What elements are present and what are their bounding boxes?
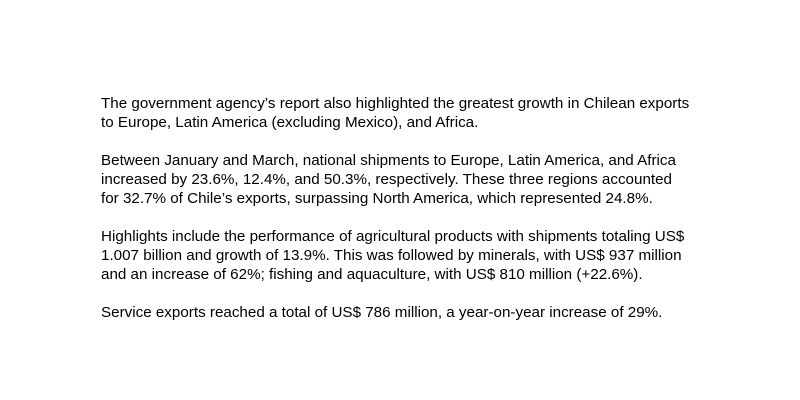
text-line: 1.007 billion and growth of 13.9%. This was followed by minerals, with US$ 937 million	[101, 247, 682, 264]
text-line: Highlights include the performance of agricultural products with shipments totaling US$	[101, 228, 685, 245]
paragraph-product-highlights	[101, 227, 711, 284]
text-line: to Europe, Latin America (excluding Mexico), and Africa.	[101, 114, 479, 131]
text-line: for 32.7% of Chile’s exports, surpassing North America, which represented 24.8%.	[101, 190, 653, 207]
paragraph-service-exports	[101, 303, 711, 322]
paragraph-regional-shipments	[101, 151, 711, 208]
text-line: Service exports reached a total of US$ 786 million, a year-on-year increase of 29%.	[101, 304, 663, 321]
paragraph-european-growth	[101, 94, 711, 132]
text-line: increased by 23.6%, 12.4%, and 50.3%, respectively. These three regions accounted	[101, 171, 673, 188]
text-line: The government agency’s report also highlighted the greatest growth in Chilean exports	[101, 95, 690, 112]
document-body	[101, 94, 711, 341]
text-line: and an increase of 62%; fishing and aquaculture, with US$ 810 million (+22.6%).	[101, 266, 643, 283]
text-line: Between January and March, national shipments to Europe, Latin America, and Africa	[101, 152, 676, 169]
